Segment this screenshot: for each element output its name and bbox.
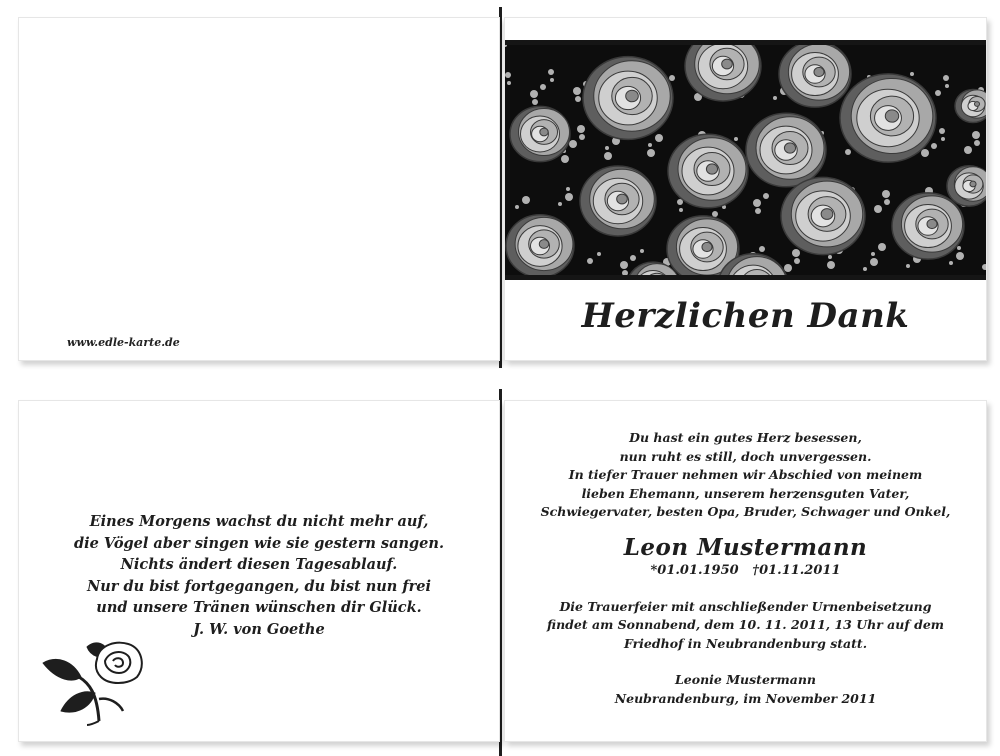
- ceremony-line: Die Trauerfeier mit anschließender Urnenbeisetzung: [559, 598, 932, 614]
- life-dates: *01.01.1950 †01.11.2011: [650, 562, 841, 578]
- death-notice: [505, 429, 986, 708]
- ceremony-line: Friedhof in Neubrandenburg statt.: [623, 635, 868, 651]
- poem-line: Eines Morgens wachst du nicht mehr auf,: [89, 513, 429, 530]
- card-front-cover: [504, 17, 987, 361]
- roses-illustration: [505, 45, 986, 275]
- poem-author: J. W. von Goethe: [193, 620, 325, 638]
- deceased-name: Leon Mustermann: [623, 533, 868, 561]
- intro-line: In tiefer Trauer nehmen wir Abschied von meinem: [568, 467, 923, 482]
- rose-icon: [39, 637, 149, 727]
- signature-line: Neubrandenburg, im November 2011: [614, 690, 877, 706]
- card-title: Herzlichen Dank: [581, 296, 910, 336]
- intro-line: Schwiegervater, besten Opa, Bruder, Schwager und Onkel,: [540, 504, 951, 519]
- ceremony-line: findet am Sonnabend, dem 10. 11. 2011, 13 Uhr auf dem: [546, 617, 944, 632]
- intro-line: Du hast ein gutes Herz besessen,: [629, 430, 862, 445]
- poem-line: Nur du bist fortgegangen, du bist nun frei: [86, 577, 432, 595]
- card-back-cover: [18, 17, 500, 361]
- poem-text: [19, 511, 499, 640]
- website-credit: www.edle-karte.de: [67, 336, 180, 349]
- intro-line: nun ruht es still, doch unvergessen.: [619, 448, 872, 464]
- poem-line: die Vögel aber singen wie sie gestern sangen.: [74, 534, 444, 552]
- signature-line: Leonie Mustermann: [675, 672, 816, 687]
- poem-line: und unsere Tränen wünschen dir Glück.: [96, 599, 422, 616]
- intro-line: lieben Ehemann, unserem herzensguten Vater,: [581, 485, 910, 501]
- card-inside-left: [18, 400, 500, 742]
- card-inside-right: [504, 400, 987, 742]
- roses-photo: [505, 40, 986, 280]
- poem-line: Nichts ändert diesen Tagesablauf.: [120, 556, 398, 573]
